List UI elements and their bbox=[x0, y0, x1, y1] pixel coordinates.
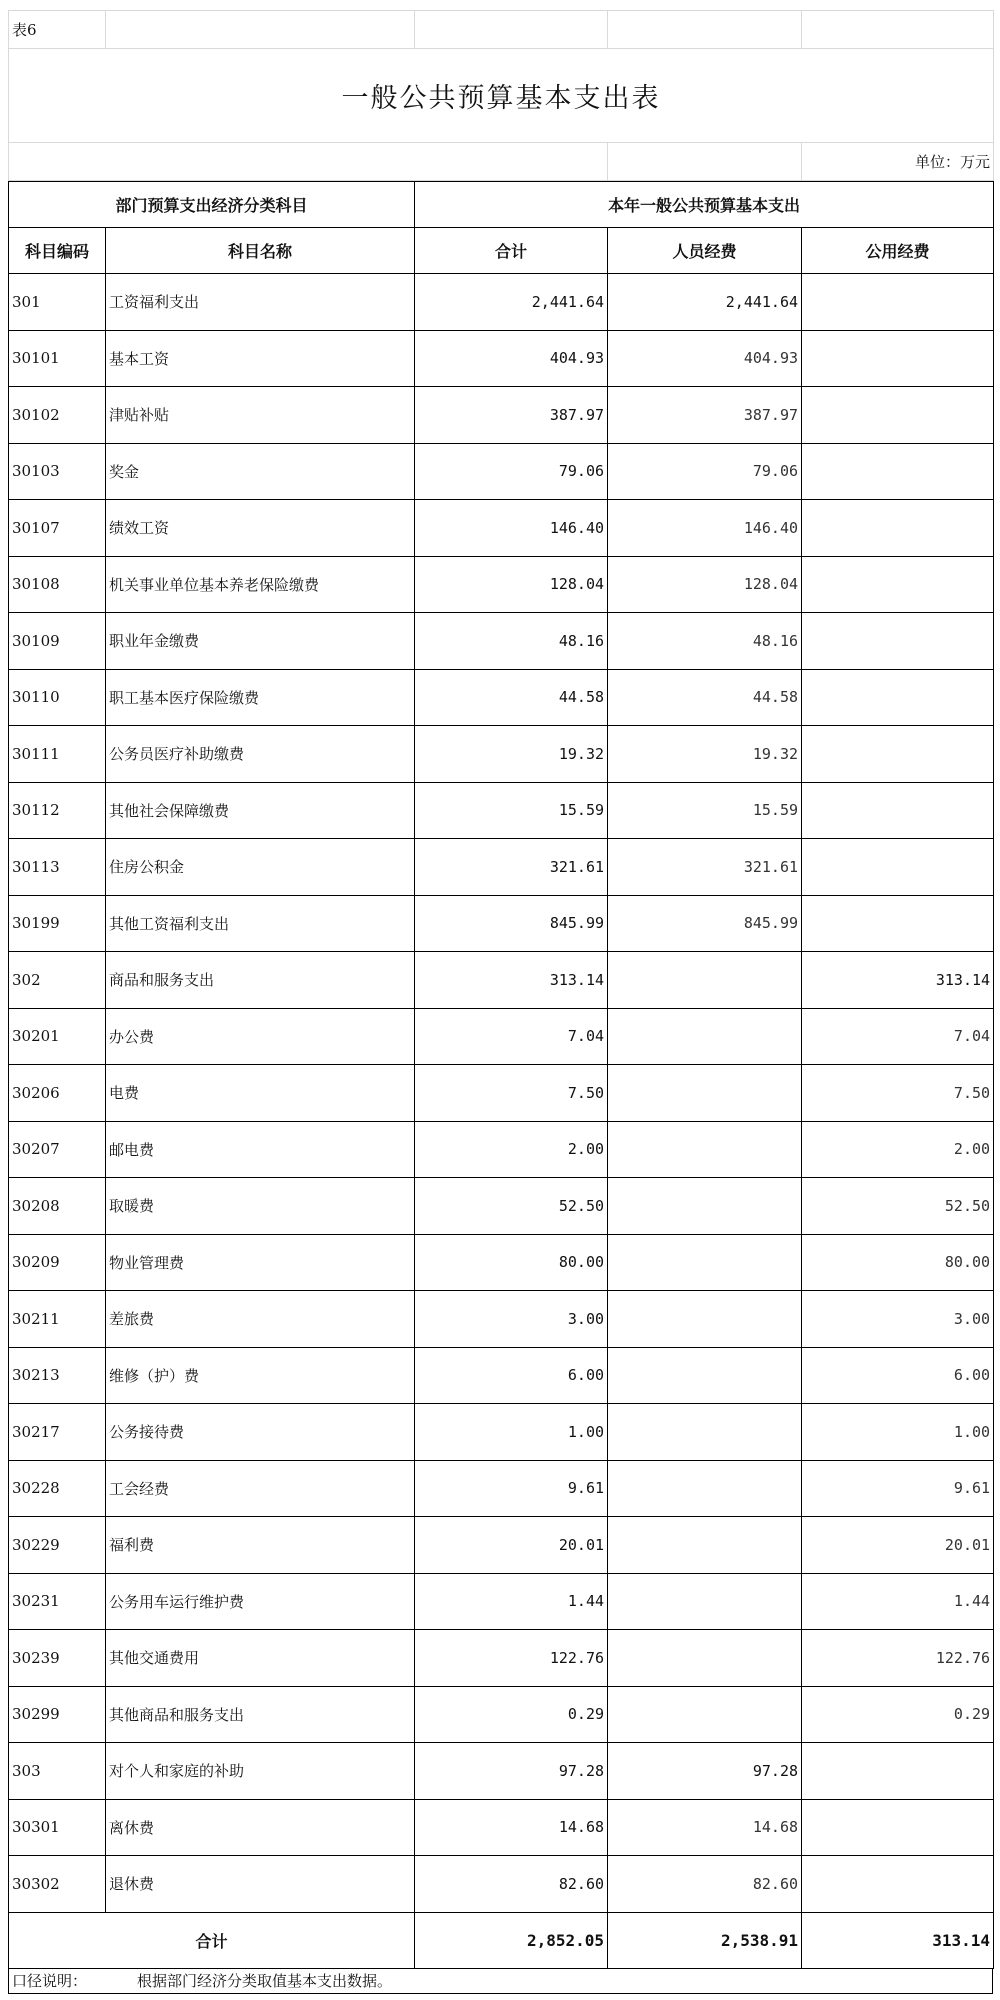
cell-name: 其他商品和服务支出 bbox=[106, 1686, 415, 1743]
cell-code: 30199 bbox=[9, 895, 106, 952]
cell-name: 差旅费 bbox=[106, 1291, 415, 1348]
cell-personnel bbox=[608, 1517, 802, 1574]
cell-total: 97.28 bbox=[415, 1743, 608, 1800]
cell-code: 30299 bbox=[9, 1686, 106, 1743]
header-group-left: 部门预算支出经济分类科目 bbox=[9, 182, 415, 228]
cell-personnel bbox=[608, 1178, 802, 1235]
footnote-text: 根据部门经济分类取值基本支出数据。 bbox=[137, 1971, 393, 1990]
cell-personnel bbox=[608, 1121, 802, 1178]
cell-total: 0.29 bbox=[415, 1686, 608, 1743]
cell-name: 维修（护）费 bbox=[106, 1347, 415, 1404]
cell-name: 离休费 bbox=[106, 1799, 415, 1856]
table-row bbox=[9, 1291, 994, 1348]
table-row bbox=[9, 1573, 994, 1630]
table-row bbox=[9, 782, 994, 839]
cell-code: 30302 bbox=[9, 1856, 106, 1913]
cell-name: 工资福利支出 bbox=[106, 274, 415, 331]
table-row bbox=[9, 1743, 994, 1800]
cell-public: 2.00 bbox=[802, 1121, 994, 1178]
cell-personnel: 79.06 bbox=[608, 443, 802, 500]
cell-personnel: 404.93 bbox=[608, 330, 802, 387]
cell-personnel bbox=[608, 1630, 802, 1687]
cell-total: 20.01 bbox=[415, 1517, 608, 1574]
cell-code: 30112 bbox=[9, 782, 106, 839]
cell-code: 30111 bbox=[9, 726, 106, 783]
cell-personnel: 19.32 bbox=[608, 726, 802, 783]
header-name: 科目名称 bbox=[106, 228, 415, 274]
cell-total: 1.44 bbox=[415, 1573, 608, 1630]
table-row bbox=[9, 1008, 994, 1065]
cell-code: 30213 bbox=[9, 1347, 106, 1404]
cell-total: 48.16 bbox=[415, 613, 608, 670]
cell-public: 80.00 bbox=[802, 1234, 994, 1291]
cell-personnel: 14.68 bbox=[608, 1799, 802, 1856]
cell-code: 30102 bbox=[9, 387, 106, 444]
table-body bbox=[9, 274, 994, 1913]
cell-name: 公务用车运行维护费 bbox=[106, 1573, 415, 1630]
cell-personnel bbox=[608, 952, 802, 1009]
cell-name: 其他工资福利支出 bbox=[106, 895, 415, 952]
cell-name: 奖金 bbox=[106, 443, 415, 500]
cell-personnel: 97.28 bbox=[608, 1743, 802, 1800]
cell-personnel bbox=[608, 1008, 802, 1065]
cell-name: 绩效工资 bbox=[106, 500, 415, 557]
cell-public bbox=[802, 1856, 994, 1913]
cell-code: 30228 bbox=[9, 1460, 106, 1517]
cell-total: 2.00 bbox=[415, 1121, 608, 1178]
cell-personnel: 48.16 bbox=[608, 613, 802, 670]
cell-name: 职工基本医疗保险缴费 bbox=[106, 669, 415, 726]
cell-total: 387.97 bbox=[415, 387, 608, 444]
cell-name: 办公费 bbox=[106, 1008, 415, 1065]
table-row bbox=[9, 556, 994, 613]
cell-public bbox=[802, 274, 994, 331]
cell-code: 30208 bbox=[9, 1178, 106, 1235]
header-total: 合计 bbox=[415, 228, 608, 274]
cell-personnel bbox=[608, 1404, 802, 1461]
cell-public bbox=[802, 387, 994, 444]
cell-name: 基本工资 bbox=[106, 330, 415, 387]
cell-code: 30108 bbox=[9, 556, 106, 613]
cell-code: 302 bbox=[9, 952, 106, 1009]
cell-total: 2,441.64 bbox=[415, 274, 608, 331]
cell-total: 82.60 bbox=[415, 1856, 608, 1913]
cell-personnel bbox=[608, 1347, 802, 1404]
totals-personnel: 2,538.91 bbox=[608, 1912, 802, 1968]
cell-total: 313.14 bbox=[415, 952, 608, 1009]
cell-code: 30209 bbox=[9, 1234, 106, 1291]
cell-personnel: 15.59 bbox=[608, 782, 802, 839]
sheet-top-grid bbox=[8, 10, 994, 181]
totals-total: 2,852.05 bbox=[415, 1912, 608, 1968]
cell-public: 7.50 bbox=[802, 1065, 994, 1122]
table-row bbox=[9, 669, 994, 726]
cell-code: 30101 bbox=[9, 330, 106, 387]
table-row bbox=[9, 387, 994, 444]
cell-name: 物业管理费 bbox=[106, 1234, 415, 1291]
page-title: 一般公共预算基本支出表 bbox=[9, 49, 994, 143]
cell-code: 30110 bbox=[9, 669, 106, 726]
cell-code: 30217 bbox=[9, 1404, 106, 1461]
cell-public bbox=[802, 330, 994, 387]
cell-total: 44.58 bbox=[415, 669, 608, 726]
cell-name: 其他社会保障缴费 bbox=[106, 782, 415, 839]
cell-total: 6.00 bbox=[415, 1347, 608, 1404]
cell-personnel bbox=[608, 1065, 802, 1122]
cell-total: 122.76 bbox=[415, 1630, 608, 1687]
table-row bbox=[9, 274, 994, 331]
footnote bbox=[8, 1969, 993, 1994]
cell-total: 321.61 bbox=[415, 839, 608, 896]
cell-name: 职业年金缴费 bbox=[106, 613, 415, 670]
cell-total: 845.99 bbox=[415, 895, 608, 952]
cell-public bbox=[802, 613, 994, 670]
header-public: 公用经费 bbox=[802, 228, 994, 274]
table-row bbox=[9, 952, 994, 1009]
cell-personnel bbox=[608, 1234, 802, 1291]
table-row bbox=[9, 1686, 994, 1743]
cell-code: 30113 bbox=[9, 839, 106, 896]
table-row bbox=[9, 1517, 994, 1574]
cell-code: 30301 bbox=[9, 1799, 106, 1856]
table-row bbox=[9, 443, 994, 500]
cell-total: 7.04 bbox=[415, 1008, 608, 1065]
cell-code: 30206 bbox=[9, 1065, 106, 1122]
cell-name: 福利费 bbox=[106, 1517, 415, 1574]
cell-name: 公务员医疗补助缴费 bbox=[106, 726, 415, 783]
cell-total: 80.00 bbox=[415, 1234, 608, 1291]
cell-public: 3.00 bbox=[802, 1291, 994, 1348]
table-row bbox=[9, 1799, 994, 1856]
cell-name: 商品和服务支出 bbox=[106, 952, 415, 1009]
table-row bbox=[9, 1630, 994, 1687]
cell-personnel: 146.40 bbox=[608, 500, 802, 557]
cell-public: 52.50 bbox=[802, 1178, 994, 1235]
header-group-right: 本年一般公共预算基本支出 bbox=[415, 182, 994, 228]
cell-code: 30239 bbox=[9, 1630, 106, 1687]
cell-public bbox=[802, 726, 994, 783]
cell-public: 20.01 bbox=[802, 1517, 994, 1574]
table-row bbox=[9, 613, 994, 670]
cell-personnel bbox=[608, 1686, 802, 1743]
cell-public bbox=[802, 669, 994, 726]
cell-name: 公务接待费 bbox=[106, 1404, 415, 1461]
table-row bbox=[9, 895, 994, 952]
cell-code: 301 bbox=[9, 274, 106, 331]
cell-name: 津贴补贴 bbox=[106, 387, 415, 444]
budget-sheet bbox=[8, 10, 993, 1994]
cell-public bbox=[802, 556, 994, 613]
totals-public: 313.14 bbox=[802, 1912, 994, 1968]
cell-name: 取暖费 bbox=[106, 1178, 415, 1235]
table-row bbox=[9, 1065, 994, 1122]
cell-public bbox=[802, 1743, 994, 1800]
cell-code: 30201 bbox=[9, 1008, 106, 1065]
cell-public: 7.04 bbox=[802, 1008, 994, 1065]
cell-personnel bbox=[608, 1573, 802, 1630]
cell-name: 退休费 bbox=[106, 1856, 415, 1913]
cell-name: 工会经费 bbox=[106, 1460, 415, 1517]
cell-name: 邮电费 bbox=[106, 1121, 415, 1178]
cell-total: 9.61 bbox=[415, 1460, 608, 1517]
cell-code: 30103 bbox=[9, 443, 106, 500]
cell-total: 404.93 bbox=[415, 330, 608, 387]
cell-public: 1.00 bbox=[802, 1404, 994, 1461]
budget-table bbox=[8, 181, 994, 1969]
cell-personnel: 44.58 bbox=[608, 669, 802, 726]
table-row bbox=[9, 330, 994, 387]
cell-name: 其他交通费用 bbox=[106, 1630, 415, 1687]
cell-personnel bbox=[608, 1291, 802, 1348]
cell-code: 30207 bbox=[9, 1121, 106, 1178]
cell-public bbox=[802, 839, 994, 896]
cell-total: 52.50 bbox=[415, 1178, 608, 1235]
cell-name: 对个人和家庭的补助 bbox=[106, 1743, 415, 1800]
cell-name: 机关事业单位基本养老保险缴费 bbox=[106, 556, 415, 613]
cell-total: 79.06 bbox=[415, 443, 608, 500]
cell-public bbox=[802, 782, 994, 839]
table-row bbox=[9, 1856, 994, 1913]
cell-code: 30231 bbox=[9, 1573, 106, 1630]
unit-label: 单位：万元 bbox=[802, 143, 994, 181]
cell-public: 9.61 bbox=[802, 1460, 994, 1517]
cell-total: 1.00 bbox=[415, 1404, 608, 1461]
cell-code: 30229 bbox=[9, 1517, 106, 1574]
cell-name: 电费 bbox=[106, 1065, 415, 1122]
cell-total: 3.00 bbox=[415, 1291, 608, 1348]
cell-public: 0.29 bbox=[802, 1686, 994, 1743]
table-row bbox=[9, 1234, 994, 1291]
cell-public bbox=[802, 500, 994, 557]
cell-total: 19.32 bbox=[415, 726, 608, 783]
footnote-label: 口径说明： bbox=[12, 1971, 88, 1990]
totals-label: 合计 bbox=[9, 1912, 415, 1968]
cell-personnel: 387.97 bbox=[608, 387, 802, 444]
table-row bbox=[9, 1178, 994, 1235]
cell-total: 128.04 bbox=[415, 556, 608, 613]
cell-code: 303 bbox=[9, 1743, 106, 1800]
cell-public bbox=[802, 443, 994, 500]
cell-personnel: 82.60 bbox=[608, 1856, 802, 1913]
cell-code: 30211 bbox=[9, 1291, 106, 1348]
cell-personnel: 2,441.64 bbox=[608, 274, 802, 331]
sheet-tag: 表6 bbox=[9, 11, 106, 49]
totals-row bbox=[9, 1912, 994, 1968]
cell-total: 15.59 bbox=[415, 782, 608, 839]
cell-code: 30109 bbox=[9, 613, 106, 670]
cell-total: 14.68 bbox=[415, 1799, 608, 1856]
cell-personnel: 128.04 bbox=[608, 556, 802, 613]
table-row bbox=[9, 839, 994, 896]
cell-code: 30107 bbox=[9, 500, 106, 557]
cell-total: 7.50 bbox=[415, 1065, 608, 1122]
cell-public: 122.76 bbox=[802, 1630, 994, 1687]
cell-public bbox=[802, 1799, 994, 1856]
cell-personnel: 845.99 bbox=[608, 895, 802, 952]
table-row bbox=[9, 1460, 994, 1517]
cell-personnel: 321.61 bbox=[608, 839, 802, 896]
table-row bbox=[9, 500, 994, 557]
cell-public: 313.14 bbox=[802, 952, 994, 1009]
cell-public: 6.00 bbox=[802, 1347, 994, 1404]
header-personnel: 人员经费 bbox=[608, 228, 802, 274]
cell-public: 1.44 bbox=[802, 1573, 994, 1630]
cell-total: 146.40 bbox=[415, 500, 608, 557]
cell-personnel bbox=[608, 1460, 802, 1517]
table-row bbox=[9, 1404, 994, 1461]
table-row bbox=[9, 1347, 994, 1404]
cell-public bbox=[802, 895, 994, 952]
table-row bbox=[9, 1121, 994, 1178]
header-code: 科目编码 bbox=[9, 228, 106, 274]
table-row bbox=[9, 726, 994, 783]
cell-name: 住房公积金 bbox=[106, 839, 415, 896]
